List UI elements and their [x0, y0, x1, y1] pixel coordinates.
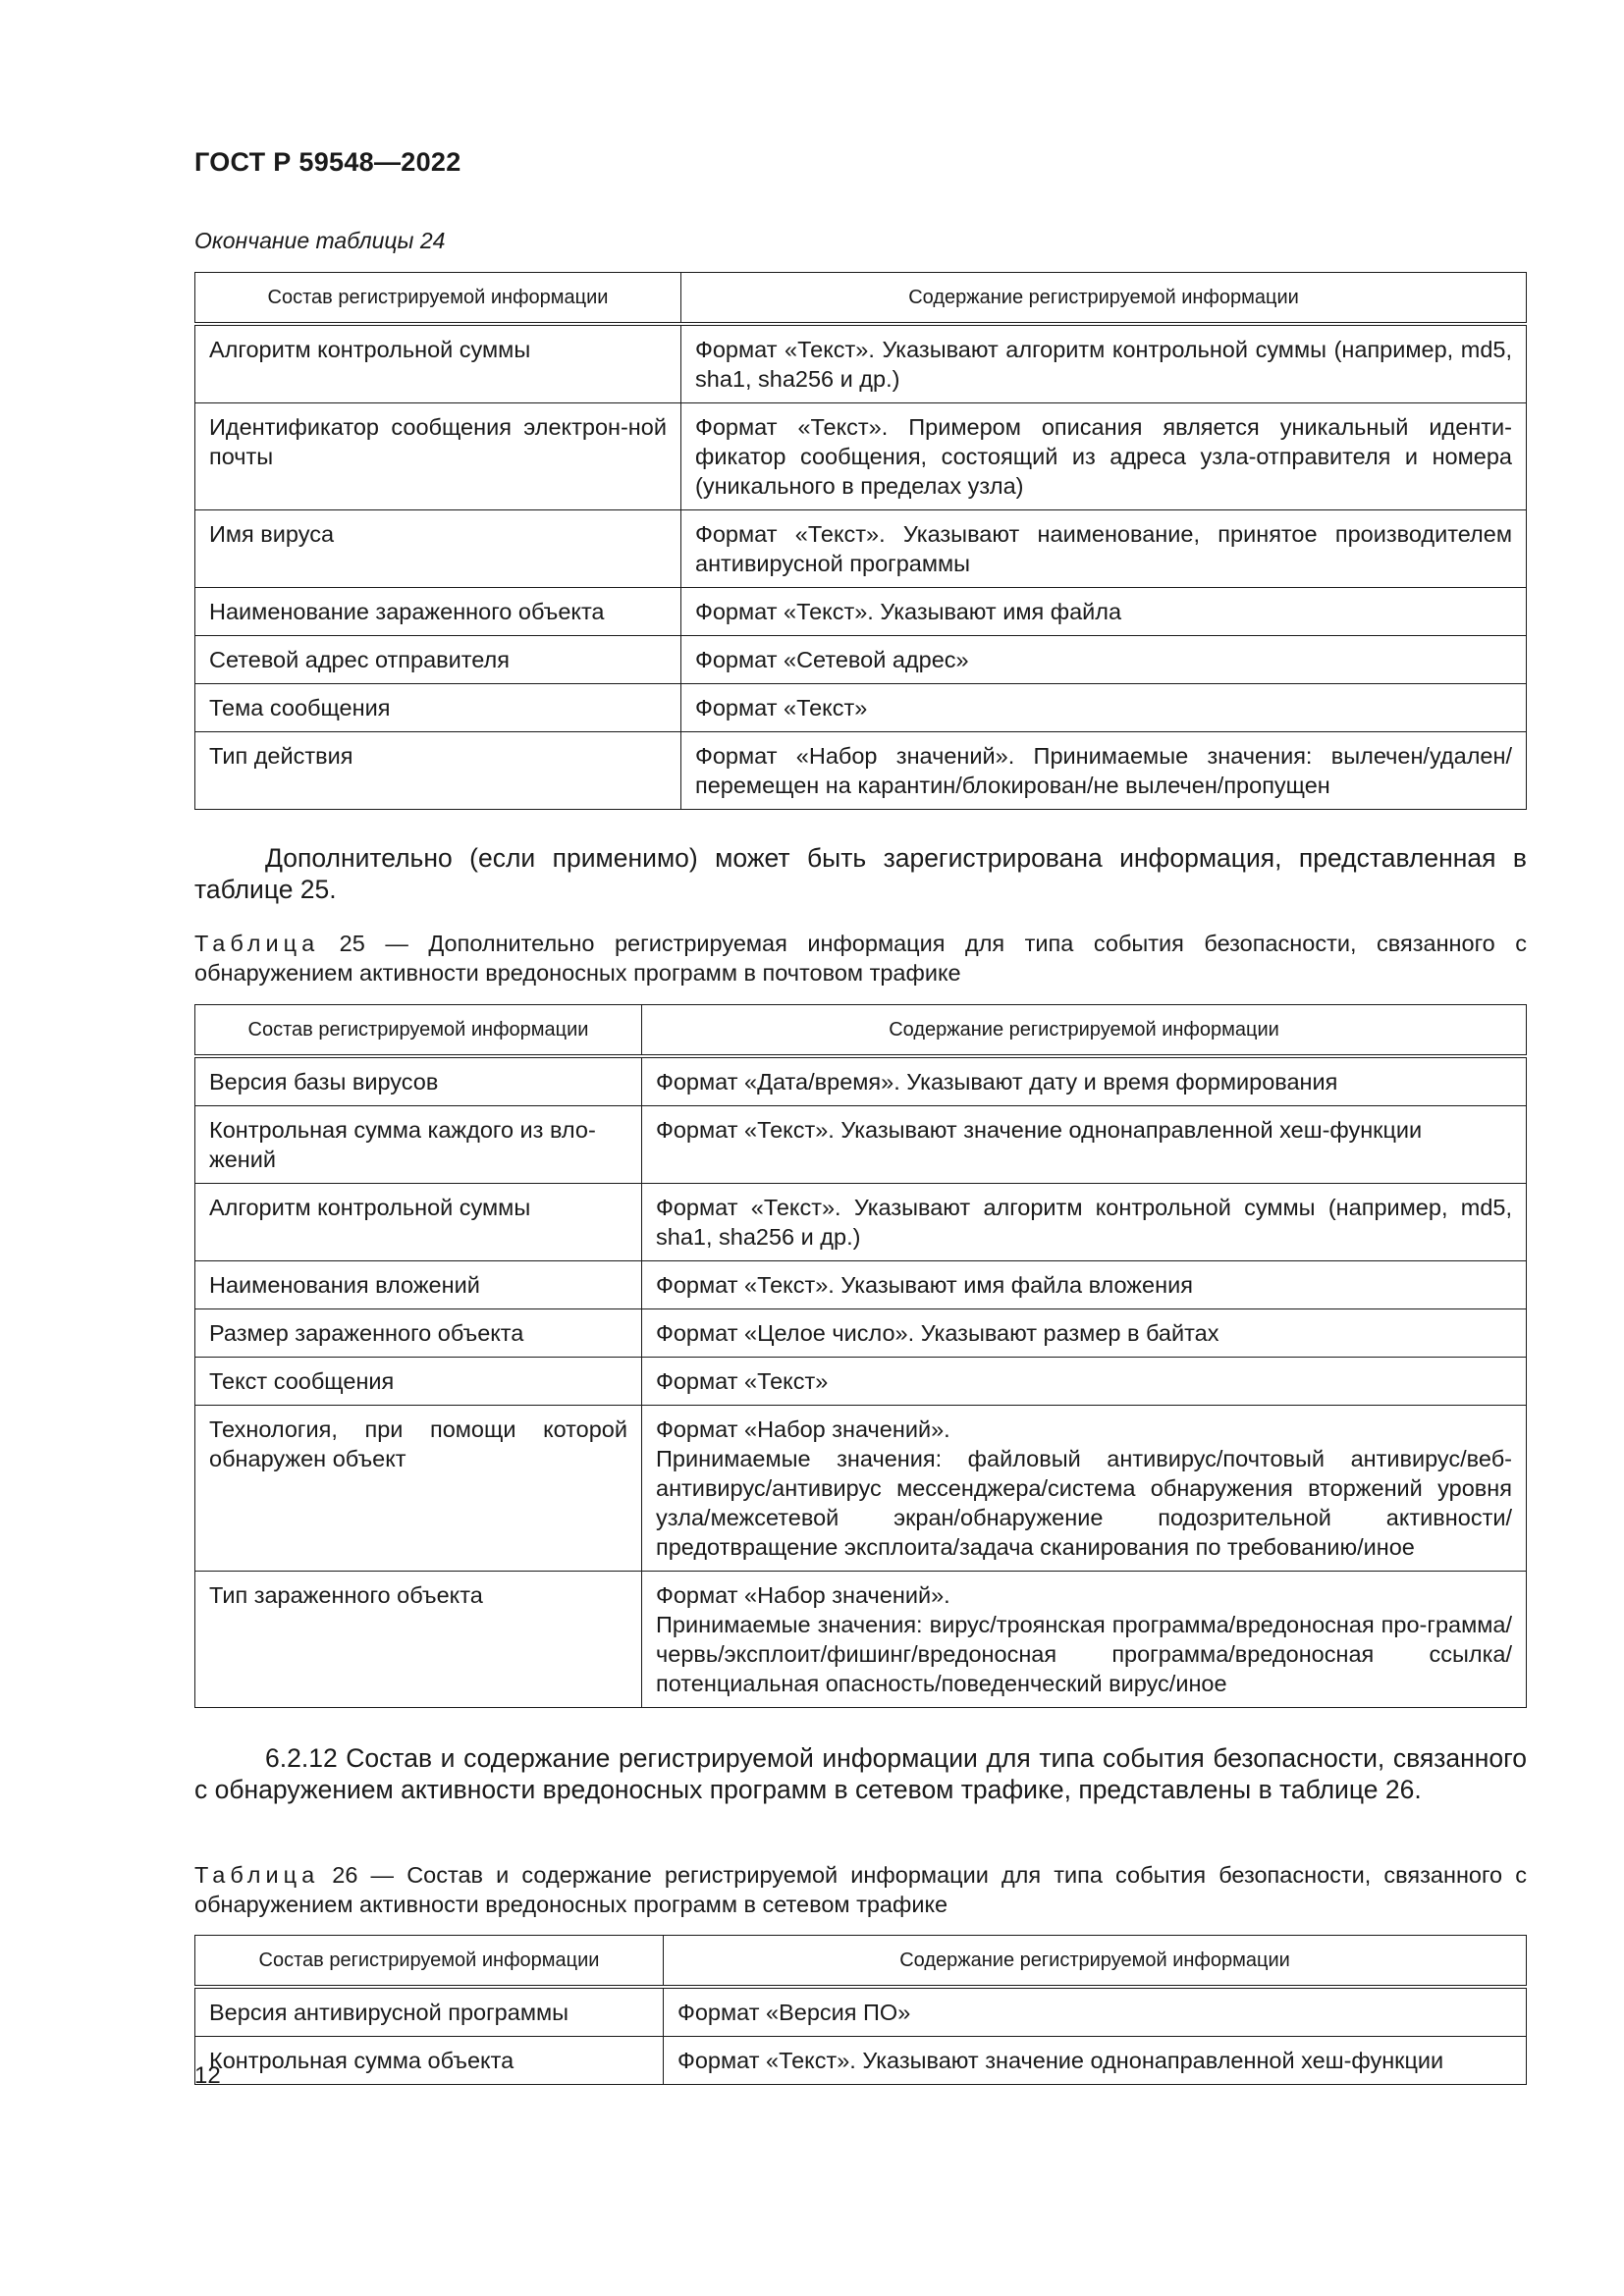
row-name: Идентификатор сообщения электрон-ной почты	[195, 403, 681, 510]
row-name: Имя вируса	[195, 510, 681, 588]
table-header-row	[195, 1936, 1527, 1988]
table-row	[195, 1261, 1527, 1309]
table-row	[195, 403, 1527, 510]
table-row	[195, 1406, 1527, 1572]
row-name: Версия базы вирусов	[195, 1056, 642, 1106]
row-content: Формат «Набор значений». Принимаемые значения: вылечен/удален/перемещен на карантин/блокирован/не вылечен/пропущен	[681, 732, 1527, 810]
table-caption-text: 25 — Дополнительно регистрируемая информация для типа события безопасности, связанного с обнаружением активности вредоносных программ в почтовом трафике	[194, 931, 1527, 986]
row-content	[642, 1406, 1527, 1572]
row-name: Наименование зараженного объекта	[195, 588, 681, 636]
row-name: Сетевой адрес отправителя	[195, 636, 681, 684]
row-content: Формат «Текст». Указывают алгоритм контрольной суммы (например, md5, sha1, sha256 и др.)	[642, 1184, 1527, 1261]
table-row	[195, 1572, 1527, 1708]
row-content: Формат «Текст». Указывают имя файла	[681, 588, 1527, 636]
table-caption-label: Таблица	[194, 1862, 320, 1888]
paragraph-additional-info	[194, 842, 1527, 905]
row-content: Формат «Текст». Указывают имя файла вложения	[642, 1261, 1527, 1309]
row-name: Алгоритм контрольной суммы	[195, 324, 681, 403]
row-name: Технология, при помощи которой обнаружен объект	[195, 1406, 642, 1572]
row-content: Формат «Текст». Указывают алгоритм контрольной суммы (например, md5, sha1, sha256 и др.)	[681, 324, 1527, 403]
column-header-composition: Состав регистрируемой информации	[195, 1936, 664, 1988]
table-header-row	[195, 273, 1527, 325]
table-24-continuation-caption: Окончание таблицы 24	[194, 228, 446, 253]
table-row	[195, 1309, 1527, 1358]
table-row	[195, 1358, 1527, 1406]
content-line-format: Формат «Набор значений».	[656, 1582, 950, 1608]
table-row	[195, 1987, 1527, 2037]
row-name: Алгоритм контрольной суммы	[195, 1184, 642, 1261]
table-caption-text: 26 — Состав и содержание регистрируемой информации для типа события безопасности, связанного с обнаружением активности вредоносных программ в сетевом трафике	[194, 1862, 1528, 1917]
table-row	[195, 1184, 1527, 1261]
row-content: Формат «Текст»	[681, 684, 1527, 732]
table-26	[194, 1935, 1527, 2085]
column-header-content: Содержание регистрируемой информации	[664, 1936, 1527, 1988]
row-name: Тип действия	[195, 732, 681, 810]
row-name: Текст сообщения	[195, 1358, 642, 1406]
table-header-row	[195, 1005, 1527, 1057]
document-header: ГОСТ Р 59548—2022	[194, 147, 461, 177]
column-header-content: Содержание регистрируемой информации	[642, 1005, 1527, 1057]
column-header-composition: Состав регистрируемой информации	[195, 273, 681, 325]
row-content: Формат «Сетевой адрес»	[681, 636, 1527, 684]
content-line-values: Принимаемые значения: вирус/троянская программа/вредоносная про-грамма/червь/эксплоит/фишинг/вредоносная программа/вредоносная ссылка/потенциальная опасность/поведенческий вирус/иное	[656, 1612, 1512, 1696]
table-row	[195, 732, 1527, 810]
paragraph-text: 6.2.12 Состав и содержание регистрируемой информации для типа события безопасности, связанного с обнаружением активности вредоносных программ в сетевом трафике, представлены в таблице 26.	[194, 1743, 1527, 1804]
table-row	[195, 1106, 1527, 1184]
row-content: Формат «Текст». Указывают значение однонаправленной хеш-функции	[664, 2037, 1527, 2085]
table-row	[195, 324, 1527, 403]
row-content: Формат «Текст»	[642, 1358, 1527, 1406]
row-name: Тема сообщения	[195, 684, 681, 732]
row-content: Формат «Дата/время». Указывают дату и время формирования	[642, 1056, 1527, 1106]
row-content: Формат «Текст». Указывают наименование, принятое производителем антивирусной программы	[681, 510, 1527, 588]
table-25	[194, 1004, 1527, 1708]
table-row	[195, 510, 1527, 588]
row-content: Формат «Целое число». Указывают размер в байтах	[642, 1309, 1527, 1358]
table-24	[194, 272, 1527, 810]
row-content: Формат «Версия ПО»	[664, 1987, 1527, 2037]
row-name: Контрольная сумма объекта	[195, 2037, 664, 2085]
content-line-values: Принимаемые значения: файловый антивирус/почтовый антивирус/веб-антивирус/антивирус мессенджера/система обнаружения вторжений уровня узла/межсетевой экран/обнаружение подозрительной активности/предотвращение эксплоита/задача сканирования по требованию/иное	[656, 1446, 1512, 1560]
paragraph-text: Дополнительно (если применимо) может быть зарегистрирована информация, представленная в таблице 25.	[194, 843, 1527, 904]
paragraph-6-2-12	[194, 1742, 1527, 1805]
row-name: Версия антивирусной программы	[195, 1987, 664, 2037]
content-line-format: Формат «Набор значений».	[656, 1416, 950, 1442]
table-row	[195, 1056, 1527, 1106]
table-row	[195, 2037, 1527, 2085]
table-25-caption	[194, 929, 1527, 988]
table-row	[195, 636, 1527, 684]
table-row	[195, 684, 1527, 732]
column-header-composition: Состав регистрируемой информации	[195, 1005, 642, 1057]
table-row	[195, 588, 1527, 636]
table-caption-label: Таблица	[194, 931, 320, 956]
row-content: Формат «Текст». Указывают значение однонаправленной хеш-функции	[642, 1106, 1527, 1184]
table-26-caption	[194, 1860, 1527, 1919]
row-content: Формат «Текст». Примером описания является уникальный иденти-фикатор сообщения, состоящий из адреса узла-отправителя и номера (уникального в пределах узла)	[681, 403, 1527, 510]
row-content	[642, 1572, 1527, 1708]
column-header-content: Содержание регистрируемой информации	[681, 273, 1527, 325]
row-name: Контрольная сумма каждого из вло-жений	[195, 1106, 642, 1184]
page-number: 12	[194, 2062, 221, 2089]
row-name: Размер зараженного объекта	[195, 1309, 642, 1358]
row-name: Тип зараженного объекта	[195, 1572, 642, 1708]
row-name: Наименования вложений	[195, 1261, 642, 1309]
